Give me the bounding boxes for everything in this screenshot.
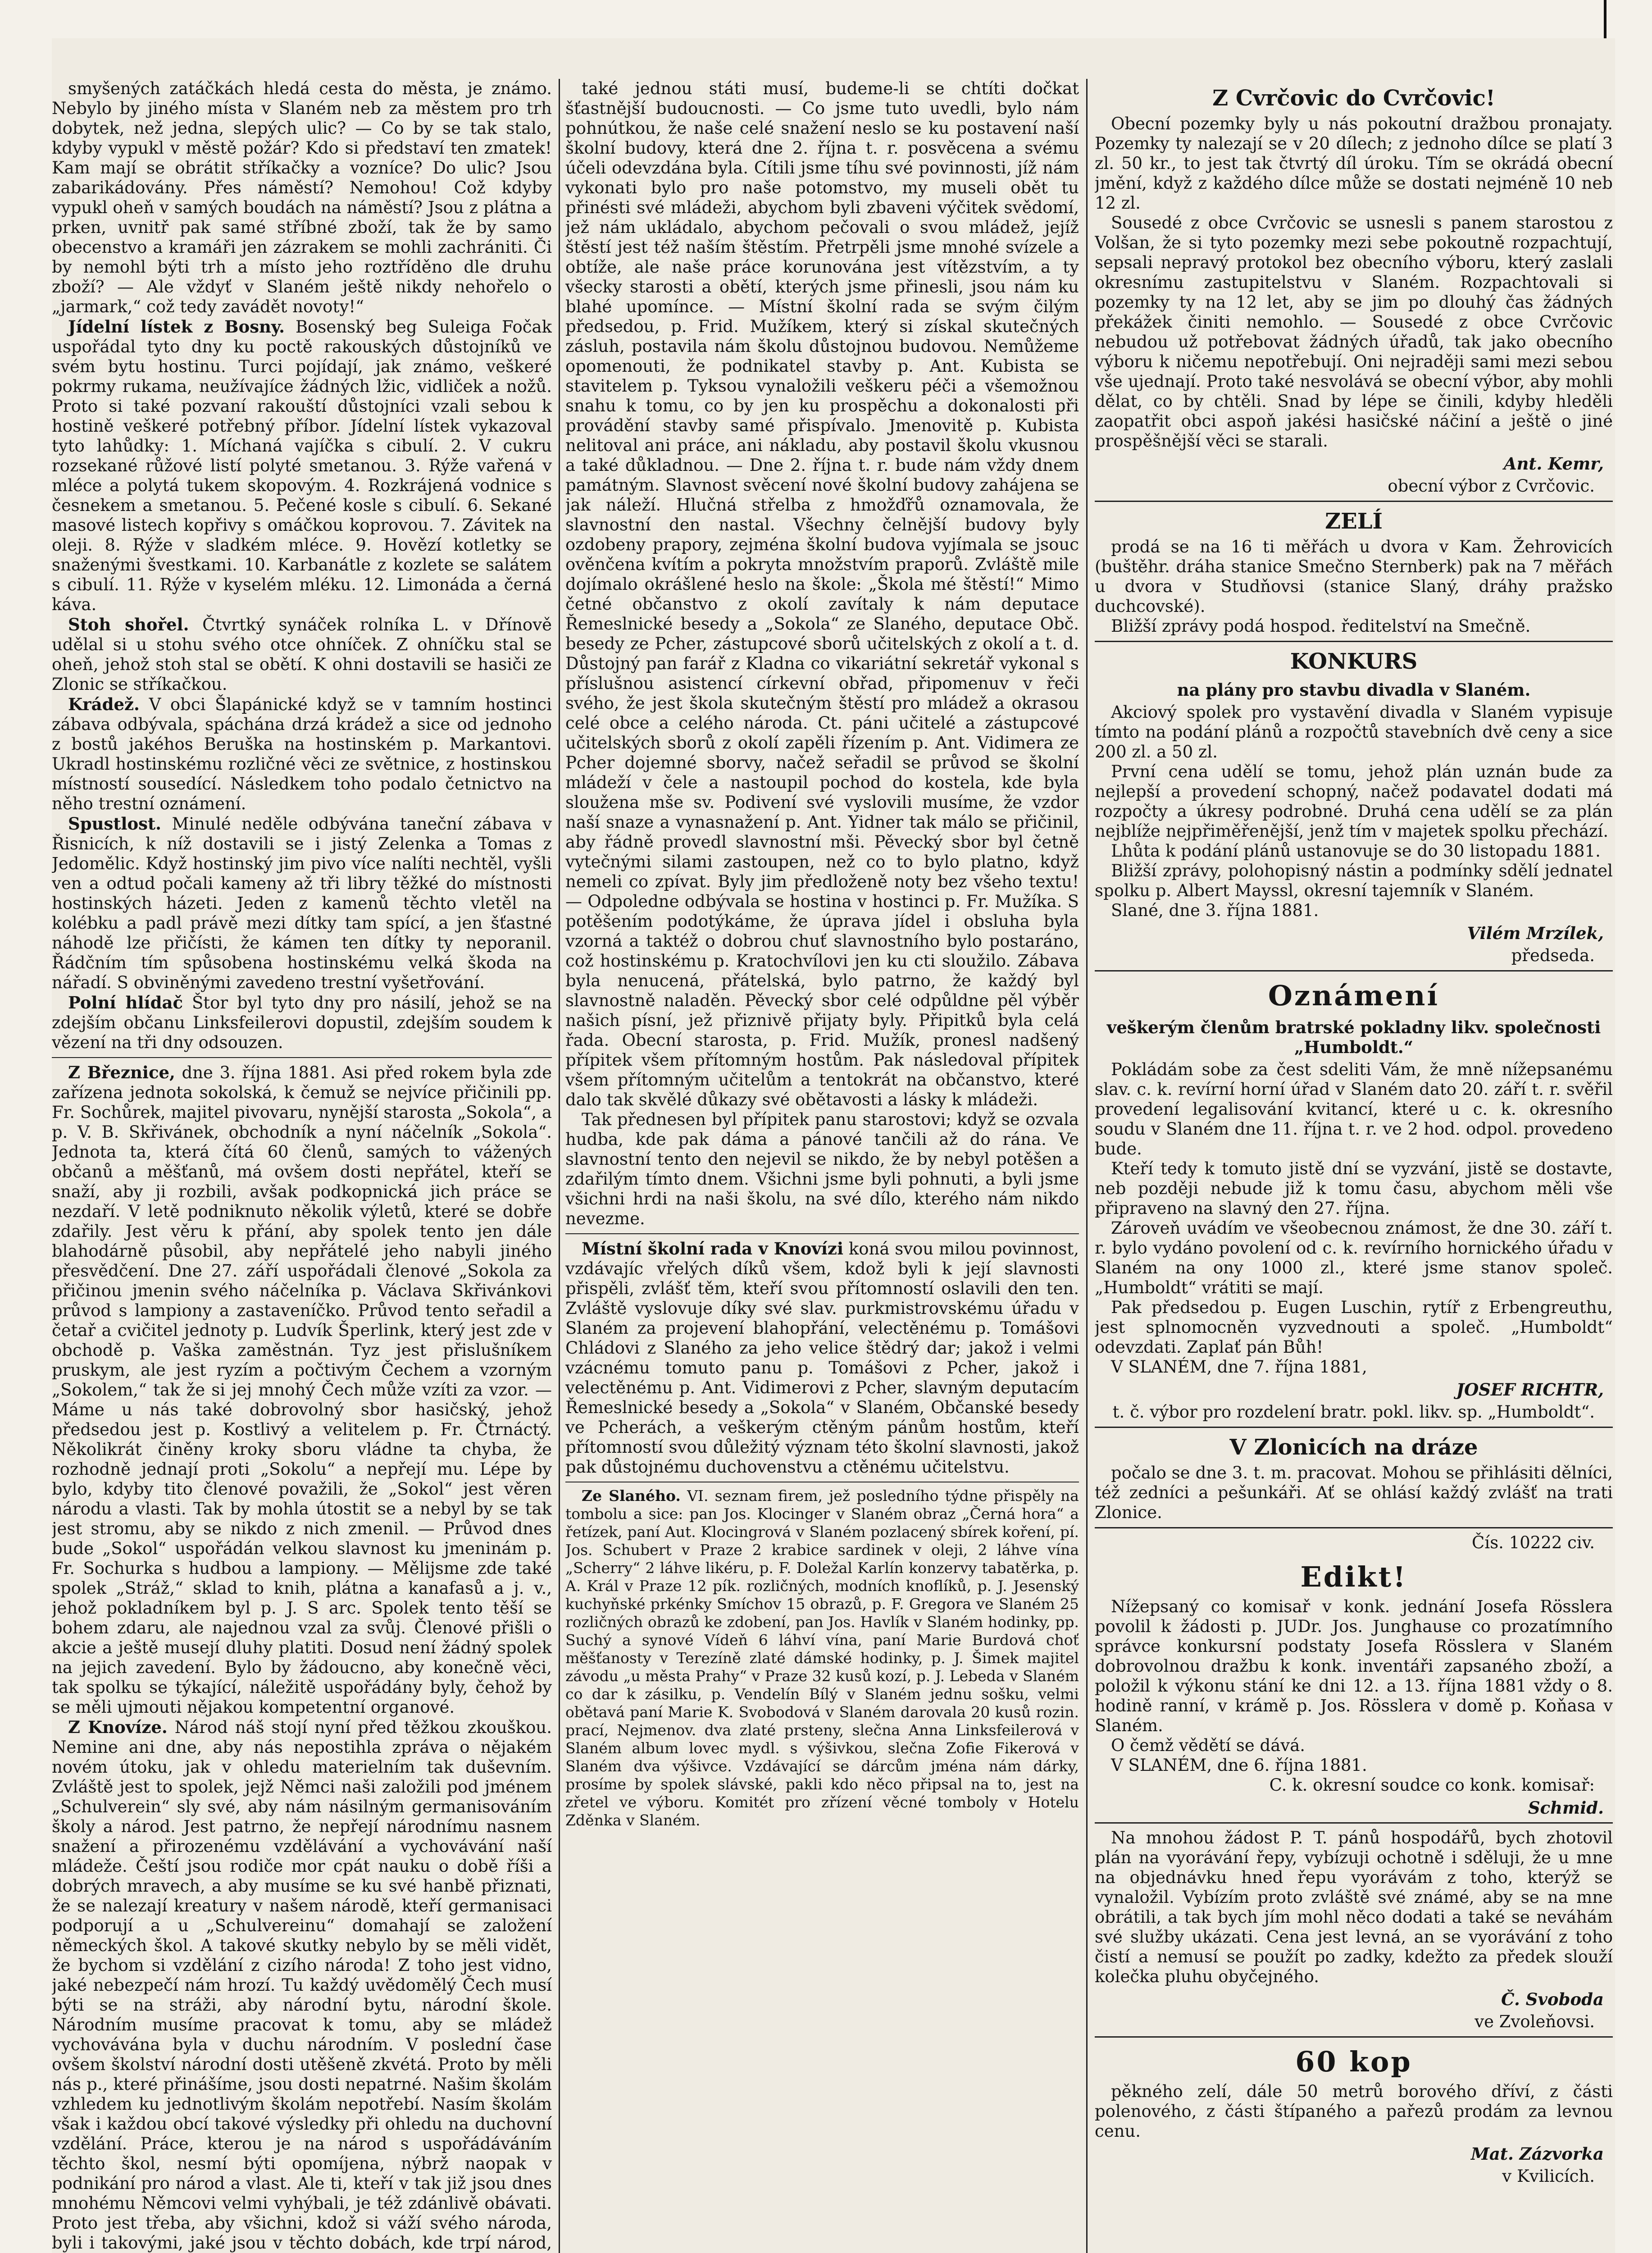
- column-right: [1095, 79, 1613, 2253]
- signature-title: t. č. výbor pro rozdelení bratr. pokl. likv. sp. „Humboldt“.: [1112, 1402, 1595, 1422]
- signature: Mat. Zázvorka: [1470, 2144, 1604, 2164]
- ad-heading: 60 kop: [1295, 2045, 1412, 2078]
- newspaper-page: [52, 38, 1615, 2253]
- article-paragraph: Polní hlídač Štor byl tyto dny pro násilí, jehož se na zdejším občanu Linksfeilerovi dopustil, zdejším soudem k vězení na tři dny odsouzen.: [52, 993, 552, 1052]
- ad-heading: KONKURS: [1290, 649, 1418, 674]
- article-heading: Stoh shořel.: [68, 615, 189, 634]
- article-heading: Krádež.: [68, 694, 140, 714]
- signature-title: obecní výbor z Cvrčovic.: [1388, 476, 1595, 496]
- article-paragraph: Krádež. V obci Šlapánické když se v tamním hostinci zábava odbývala, spáchána drzá krádež a sice od jednoho z bostů jakéhos Beruška na hostinském p. Markantovi. Ukradl hostinskému rozličné věci ze světnice, z hostinskou místností sousedící. Následkem toho podalo četnictvo na něho trestní oznámení.: [52, 694, 552, 813]
- column-divider: [1086, 79, 1088, 2253]
- ad-subheading: veškerým členům bratrské pokladny likv. společnosti „Humboldt.“: [1106, 1017, 1601, 1057]
- column-middle: [565, 79, 1079, 2253]
- column-left: [52, 79, 552, 2253]
- signature: Č. Svoboda: [1501, 1989, 1604, 2009]
- article-paragraph: Místní školní rada v Knovízi koná svou milou povinnost, vzdávajíc vřelých díků všem, kdož byli k její slavnosti přispěli, zvlášť těm, kteří svou přítomností oslavili den ten. Zvláště vyslovuje díky své slav. purkmistrovskému úřadu v Slaném za projevení blahopřání, velectěnému p. Tomášovi Chládovi z Slaného za jeho velice štědrý dar; jakož i velmi vzácnému tomuto panu p. Tomášovi z Pcher, jakož i velectěnému p. Ant. Vidimerovi z Pcher, slavným deputacím Řemeslnické besedy a „Sokola“ v Slaném, Občanské besedy ve Pcherách, a veškerým ctěným pánům hostům, kteří přítomností svou důležitý význam této školní slavnosti, jakož pak důstojnému duchovenstvu a ctěnému učitelstvu.: [565, 1239, 1079, 1477]
- ad-paragraph: Nížepsaný co komisař v konk. jednání Josefa Rösslera povolil k žádosti p. JUDr. Jos. Junghause co prozatímního správce konkursní podstaty Josefa Rösslera v Slaném dobrovolnou dražbu k konk. inventáři zapsaného zboží, a položil k výkonu stání ke dni 12. a 13. října 1881 vždy o 8. hodině ranní, v krámě p. Jos. Rösslera v domě p. Koňasa v Slaném.: [1095, 1597, 1613, 1735]
- article-paragraph: také jednou státi musí, budeme-li se chtíti dočkat šťastnější budoucnosti. — Co jsme tuto uvedli, bylo nám pohnútkou, že naše celé snažení neslo se ku postavení naší školní budovy, která dne 2. října t. r. posvěcena a svému účeli odevzdána byla. Cítili jsme tíhu své povinnosti, jíž nám vykonati bylo pro naše potomstvo, my museli obět tu přinésti své mládeži, abychom byli zbaveni výčitek svědomí, jež nám ukládalo, abychom pečovali o svou mládež, jejíž štěstí jest též naším štěstím. Přetrpěli jsme mnohé svízele a obtíže, ale naše práce korunována jest vítězstvím, a ty všecky starosti a obětí, kterých jsme přinesli, jsou nám ku blahé upomínce. — Místní školní rada se svým čilým předsedou, p. Frid. Mužíkem, který si získal skutečných zásluh, postavila nám školu důstojnou budovou. Nemůžeme opomenouti, že podnikatel stavby p. Ant. Kubista se stavitelem p. Tyksou vynaložili veškeru péči a všemožnou snahu k tomu, co by jen ku prospěchu a dokonalosti při provádění stavby samé přispívalo. Jmenovitě p. Kubista nelitoval ani práce, ani nákladu, aby postavil školu vkusnou a také důkladnou. — Dne 2. října t. r. bude nám vždy dnem památným. Slavnost svěcení nové školní budovy zahájena se jak náleží. Hlučná střelba z hmožďřů oznamovala, že slavnostní den nastal. Všechny čelnější budovy byly ozdobeny prapory, zejména školní budova vyjímala se jsouc ověnčena kvítím a pokryta množstvím praporů. Zvláště mile dojímalo okrášlené heslo na škole: „Škola mé štěstí!“ Mimo četné občanstvo z okolí zavítaly k nám deputace Řemeslnické besedy a „Sokola“ ze Slaného, deputace Obč. besedy ze Pcher, zástupcové sborů učitelských z okolí a t. d. Důstojný pan farář z Kladna co vikariátní sekretář vykonal s příslušnou asistencí církevní obřad, připomenuv v řeči svého, že jest škola skutečným štěstí pro mládež a okrasou celé obce a celého národa. Ct. páni učitelé a zástupcové učitelských sborů z okolí zapěli řízením p. Ant. Vidimera ze Pcher dojemné sborvy, načež seřadil se průvod se školní mládeží v čele a nastoupil pochod do kostela, kde byla sloužena mše sv. Podivení své vyslovili musíme, že vzdor naší snaze a vynasnažení p. Ant. Yidner tak málo se přičinil, aby řádně provedl slavnostní mši. Pěvecký sbor byl četně vytečnými silami zastoupen, než co to bylo platno, když nemeli co zpívat. Byly jim předloženě noty bez všeho textu! — Odpoledne odbývala se hostina v hostinci p. Fr. Mužíka. S potěšením podotýkáme, že úprava jídel i obsluha byla vzorná a taktéž o dobrou chuť slavnostního bylo postaráno, což hostinskému p. Kratochvílovi jen ku cti sloužilo. Zábava byla nenucená, přátelská, bylo patrno, že každý byl slavnostně naladěn. Pěvecký sbor celé odpůldne pěl výběr našich písní, jež přiznivě přijaty byly. Připitků byla celá řada. Obecní starosta, p. Frid. Mužík, pronesl nadšený přípitek všem přítomným hostům. Pak následoval přípitek všem přítomným učitelům a tentokrát na občanstvo, které dalo tak skvělé důkazy své obětavosti a lásky k mládeži.: [565, 79, 1079, 1109]
- ad-paragraph: První cena udělí se tomu, jehož plán uznán bude za nejlepší a provedení schopný, načež podavatel dodati má rozpočty a úkresy podrobné. Druhá cena udělí se za plán nejblíže nejpřiměřenější, jenž tím v majetek spolku přechází.: [1095, 762, 1613, 841]
- signature: Schmid.: [1528, 1798, 1604, 1818]
- article-paragraph: Tak přednesen byl přípitek panu starostovi; když se ozvala hudba, kde pak dáma a pánové tančili až do rána. Ve slavnostní tento den nejevil se nikdo, že by nebyl potěšen a zdařilým tímto dnem. Všichni jsme byli pohnuti, a byli jsme všichni hrdi na naši školu, na své dílo, kterého nám nikdo nevezme.: [565, 1110, 1079, 1228]
- document-number: Čís. 10222 civ.: [1472, 1533, 1595, 1552]
- separator: [1095, 1527, 1613, 1528]
- ad-heading: V Zlonicích na dráze: [1229, 1435, 1478, 1460]
- ad-subheading: na plány pro stavbu divadla v Slaném.: [1177, 680, 1531, 700]
- separator: [1095, 1427, 1613, 1428]
- signature-title: C. k. okresní soudce co konk. komisař:: [1269, 1775, 1595, 1795]
- signature: JOSEF RICHTR,: [1456, 1380, 1604, 1400]
- ad-heading: Oznámení: [1268, 979, 1440, 1012]
- signature-title: ve Zvoleňovsi.: [1475, 2012, 1595, 2031]
- ad-paragraph: Slané, dne 3. října 1881.: [1111, 901, 1319, 920]
- notice-paragraph: Sousedé z obce Cvrčovic se usnesli s panem starostou z Volšan, že si tyto pozemky mezi sebe pokoutně rozpachtují, sepsali nepravý protokol bez obecního výboru, který zaslali okresnímu zastupitelstvu v Slaném. Rozpachtovali si pozemky ty na 12 let, aby se jim po dlouhý čas žádných překážek činiti nemohlo. — Sousedé z obce Cvrčovic nebudou už potřebovat žádných úřadů, tak jako obecního výboru k ničemu nepotřebují. Oni nejraději sami mezi sebou vše ujednají. Proto také nesvolává se obecní výbor, aby mohli dělat, co by chtěli. Snad by lépe se činili, kdyby hleděli zaopatřit obci aspoň jakési hasičské náčiní a ještě o jiné prospěšnější věci se starali.: [1095, 213, 1613, 451]
- article-heading: Polní hlídač: [68, 993, 183, 1012]
- article-heading: Z Březnice,: [68, 1063, 175, 1082]
- ad-paragraph: Kteří tedy k tomuto jistě dní se vyzvání, jistě se dostavte, neb později nebude již k tomu času, abychom měli vše připraveno na slavný den 27. října.: [1095, 1159, 1613, 1218]
- article-paragraph: Z Knovíze. Národ náš stojí nyní před těžkou zkouškou. Nemine ani dne, aby nás nepostihla zpráva o nějakém novém útoku, jak v ohledu materielním tak duševním. Zvláště jest to spolek, jejž Němci naši založili pod jménem „Schulverein“ sly své, aby nám násilným germanisováním školy a národ. Jest patrno, že nepřejí národnímu nasnem snažení a přirozenému vzdělávání a vychovávání naší mládeže. Čeští jsou rodiče mor cpát nauku o době říši a dobrých mravech, a aby musíme se ku své hanbě přiznati, že se nalezají kreatury v našem národě, kteří germanisaci podporují a u „Schulvereinu“ domahají se založení německých škol. A takové skutky nebylo by se měli vidět, že bychom si vzdělání z cizího národa! Z toho jest vidno, jaké nebezpečí nám hrozí. Tu každý uvědomělý Čech musí býti se na stráži, aby národní bytu, národní škole. Národním musíme pracovat k tomu, aby se mládež vychovávána byla v duchu národním. V poslední čase ovšem školství národní dosti utěšeně zkvétá. Proto by měli nás p., které přinášíme, jsou dosti nepatrné. Našim školám vzhledem ku jednotlivým školám nepotřebí. Nasím školám však i každou obcí takové výsledky při ohledu na duchovní vzdělání. Práce, kterou je na národ s uspořádáváním těchto škol, nesmí býti opomíjena, nýbrž naopak v podnikání pro národ a vlast. Ale ti, kteří v tak již jsou dnes mnohému Němcovi velmi vyhýbali, je též zdánlivě obávati. Proto jest třeba, aby všichni, kdož si váží svého národa, byli i takovými, jaké jsou v těchto dobách, kde trpí národ,: [52, 1717, 552, 2253]
- separator: [565, 1233, 1079, 1234]
- separator: [1095, 970, 1613, 971]
- ad-paragraph: prodá se na 16 ti měřách u dvora v Kam. Žehrovicích (buštěhr. dráha stanice Smečno Sternberk) pak na 7 měřách u dvora v Studňovsi (stanice Slaný, dráhy pražsko duchcovské).: [1095, 537, 1613, 616]
- ad-paragraph: V SLANÉM, dne 6. října 1881.: [1111, 1756, 1367, 1775]
- article-paragraph: Spustlost. Minulé neděle odbývána taneční zábava v Řisnicích, k níž dostavili se i jistý Zelenka a Tomas z Jedomělic. Když hostinský jim pivo více nalíti nechtěl, vyšli ven a odtud počali kameny až tři libry těžké do místnosti hostinských házeti. Jeden z kamenů těchto vletěl na kolébku a padl právě mezi dítky tam spící, a jen šťastné náhodě lze přičísti, že kámen ten dítky ty neporanil. Řádčním tím spůsobena hostinskému velká škoda na nářadí. S obviněnými zavedeno trestní vyšetřování.: [52, 814, 552, 992]
- signature-title: v Kvilicích.: [1502, 2166, 1595, 2186]
- signature-title: předseda.: [1511, 946, 1595, 965]
- ad-paragraph: Zároveň uvádím ve všeobecnou známost, že dne 30. září t. r. bylo vydáno povolení od c. k. revírního hornického úřadu v Slaném na ony 1000 zl., které jsme stanov společ. „Humboldt“ vrátiti se mají.: [1095, 1218, 1613, 1297]
- signature: Ant. Kemr,: [1503, 454, 1604, 474]
- ad-paragraph: Lhůta k podání plánů ustanovuje se do 30 listopadu 1881.: [1111, 841, 1601, 861]
- article-heading: Ze Slaného.: [582, 1487, 681, 1505]
- article-paragraph: Stoh shořel. Čtvrtký synáček rolníka L. v Dřínově udělal si u stohu svého otce ohníček. Z ohníčku stal se oheň, jehož stoh stal se obětí. K ohni dostavili se hasiči ze Zlonic se stříkačkou.: [52, 615, 552, 694]
- ad-paragraph: Bližší zprávy, polohopisný nástin a podmínky sdělí jednatel spolku p. Albert Mayssl, okresní tajemník v Slaném.: [1095, 861, 1613, 900]
- ad-paragraph: V SLANÉM, dne 7. října 1881,: [1111, 1357, 1367, 1377]
- ad-paragraph: O čemž vědětí se dává.: [1111, 1736, 1306, 1755]
- article-paragraph: smyšených zatáčkách hledá cesta do města, je známo. Nebylo by jiného místa v Slaném neb za městem pro trh dobytek, než jedna, slepých ulic? — Co by se tak stalo, kdyby vypukl v městě požár? Kdo si představí ten zmatek! Kam mají se obrátit stříkačky a vozníce? Do ulic? Jsou zabarikádovány. Přes náměstí? Nemohou! Což kdyby vypukl oheň v samých boudách na náměstí? Jsou z plátna a prken, uvnitř pak samé stříbné zboží, tak že by samo obecenstvo a kramáři jen zázrakem se mohli zachrániti. Či by nemohl býti trh a místo jeho roztříděno dle druhu zboží? — Ale vždyť v Slaném ještě nikdy nehořelo o „jarmark,“ což tedy zavádět novoty!“: [52, 79, 552, 316]
- separator: [1095, 641, 1613, 642]
- separator: [1095, 1822, 1613, 1824]
- ad-paragraph: Na mnohou žádost P. T. pánů hospodářů, bych zhotovil plán na vyorávání řepy, vybízuji ochotně i sděluji, že u mne na objednávku hned řepu vyorávám z toho, kterýž se vynaložil. Vybízím proto zvláště své známé, aby se na mne obrátili, a tak bych jím mohl něco dodati a také se neváhám své služby ukázati. Cena jest levná, an se vyorávání z toho čistí a nemusí se použít po zadky, kdežto za předek slouží kolečka pluhu obyčejného.: [1095, 1828, 1613, 1986]
- separator: [1095, 2036, 1613, 2038]
- ad-paragraph: počalo se dne 3. t. m. pracovat. Mohou se přihlásiti dělníci, též zedníci a pešunkáři. Ať se ohlásí každý zvlášť na trati Zlonice.: [1095, 1463, 1613, 1522]
- ad-heading: ZELÍ: [1325, 509, 1383, 534]
- separator: [52, 1057, 552, 1058]
- article-heading: Spustlost.: [68, 814, 161, 834]
- separator: [1095, 501, 1613, 502]
- ad-paragraph: pěkného zelí, dále 50 metrů borového dříví, z části polenového, z části štípaného a pařezů prodám za levnou cenu.: [1095, 2082, 1613, 2141]
- ad-heading: Edikt!: [1300, 1560, 1407, 1593]
- ad-paragraph: Bližší zprávy podá hospod. ředitelství na Smečně.: [1111, 616, 1531, 636]
- article-heading: Jídelní lístek z Bosny.: [68, 317, 285, 337]
- ad-paragraph: Pokládám sobe za čest sdeliti Vám, že mně nížepsanému slav. c. k. revírní horní úřad v Slaném dato 20. září t. r. svěřil provedení legalisování kvitancí, které u c. k. okresního soudu v Slaném dne 11. října t. r. ve 2 hod. odpol. provedeno bude.: [1095, 1060, 1613, 1158]
- signature: Vilém Mrzílek,: [1467, 923, 1604, 943]
- article-paragraph: Z Březnice, dne 3. října 1881. Asi před rokem byla zde zařízena jednota sokolská, k čemuž se nejvíce přičinili pp. Fr. Sochůrek, majitel pivovaru, nynější starosta „Sokola“, a p. V. B. Skřivánek, obchodník a nyní náčelník „Sokola“. Jednota ta, která čítá 60 členů, samých to vážených občanů a měšťanů, má ovšem dosti nepřátel, kteří se snaží, aby ji rozbili, avšak podkopnická jich práce se nezdaří. V letě podniknuto několik výletů, které se dobře zdařily. Jest věru k přání, aby spolek tento jen dále blahodárně působil, aby nepřátelé jeho nabyli jiného přesvědčení. Dne 27. září uspořádali členové „Sokola za přičinou jmenin svého náčelníka p. Václava Skřivánkovi průvod s lampiony a zastaveníčko. Průvod tento seřadil a četař a cvičitel jednoty p. Ludvík Šperlink, který jest zde v obchodě p. Vaška zaměstnán. Tyz jest přislušníkem pruskym, ale jest ryzím a počtivým Čechem a vzorným „Sokolem,“ tak že si jej mnohý Čech může vzíti za vzor. — Máme u nás také dobrovolný sbor hasičský, jehož předsedou jest p. Kostlivý a velitelem p. Fr. Čtrnáctý. Několikrát činěny kroky sboru vládne ta chyba, že rozhodně jednají proti „Sokolu“ a nepřejí mu. Lépe by bylo, kdyby tito členové považili, že „Sokol“ jest věren národu a vlasti. Tak by mohla útostit se a nebyl by se tak jest stromu, aby se nikdo z nich zmenil. — Průvod dnes bude „Sokol“ uspořádán velkou slavnost ku jmeninám p. Fr. Sochurka s hudbou a lampiony. — Mělijsme zde také spolek „Stráž,“ sklad to knih, plátna a kanafasů a j. v., jehož pokladníkem byl p. J. S arc. Spolek tento těší se bohem zdaru, ale najednou vzal za svůj. Členové přišli o akcie a ještě musejí dluhy platiti. Dosud není žádný spolek na jejich zavedení. Bylo by žádoucno, aby konečně věci, tak spolku se týkající, náležitě uspořádány byly, čehož by se měli ujmouti nějakou kompetentní organové.: [52, 1063, 552, 1717]
- article-heading: Místní školní rada v Knovízi: [582, 1239, 843, 1259]
- ad-paragraph: Akciový spolek pro vystavění divadla v Slaném vypisuje tímto na podání plánů a rozpočtů stavebních dvě ceny a sice 200 zl. a 50 zl.: [1095, 702, 1613, 762]
- ad-paragraph: Pak předsedou p. Eugen Luschin, rytíř z Erbengreuthu, jest splnomocněn vyzvednouti a společ. „Humboldt“ odevzdati. Zaplať pán Bůh!: [1095, 1298, 1613, 1357]
- article-heading: Z Knovíze.: [68, 1717, 168, 1737]
- column-divider: [559, 79, 560, 2253]
- article-paragraph: Jídelní lístek z Bosny. Bosenský beg Suleiga Fočak uspořádal tyto dny ku poctě rakouských důstojníků ve svém bytu hostinu. Turci pojídají, jak známo, veškeré pokrmy rukama, neužívajíce žádných lžic, vidliček a nožů. Proto si také pozvaní rakouští důstojníci vzali sebou k hostině veškeré potřebný příbor. Jídelní lístek vykazoval tyto lahůdky: 1. Míchaná vajíčka s cibulí. 2. V cukru rozsekané růžové listí polyté smetanou. 3. Rýže vařená v mléce a polytá tukem skopovým. 4. Rozkrájená vodnice s česnekem a smetanou. 5. Pečené kosle s cibulí. 6. Sekané masové listech kopřivy s omáčkou koprovou. 7. Závitek na oleji. 8. Rýže v sladkém mléce. 9. Hovězí kotletky se snaženými švestkami. 10. Karbanátle z kozlete se salátem s cibulí. 11. Rýže v kyselém mléku. 12. Limonáda a černá káva.: [52, 317, 552, 614]
- notice-paragraph: Obecní pozemky byly u nás pokoutní dražbou pronajaty. Pozemky ty nalezají se v 20 dílech; z jednoho dílce se platí 3 zl. 50 kr., to jest tak čtvrtý díl úroku. Tím se okrádá obecní jmění, když z každého dílce může se dostati nejméně 10 neb 12 zl.: [1095, 114, 1613, 213]
- notice-heading: Z Cvrčovic do Cvrčovic!: [1212, 86, 1495, 111]
- article-paragraph: Ze Slaného. VI. seznam firem, jež posledního týdne přispěly na tombolu a sice: pan Jos. Klocinger v Slaném obraz „Černá hora“ a řetízek, paní Aut. Klocingrová v Slaném pozlacený sbírek koření, pí. Jos. Schubert v Praze 2 krabice sardinek v oleji, 2 láhve vína „Scherry“ 2 láhve likéru, p. F. Doležal Karlín konzervy tabatěrka, p. A. Král v Praze 12 pík. rozličných, modních knoflíků, p. J. Jesenský kuchyňské prkénky Smíchov 15 obrazů, p. F. Gregora ve Slaném 25 rozličných obrazů ke zdobení, pan Jos. Havlík v Slaném hodinky, pp. Suchý a synové Vídeň 6 láhví vína, paní Marie Burdová choť měšťanosty v Terezíně zlaté dámské hodinky, p. J. Šimek majitel závodu „u města Prahy“ v Praze 32 kusů kozí, p. J. Lebeda v Slaném co dar k zásilku, p. Vendelín Bílý v Slaném jednu sošku, velmi obětavá paní Marie K. Svobodová v Slaném darovala 20 kusů rozin. prací, Nejmenov. dva zlaté prsteny, slečna Anna Linksfeilerová v Slaném album lovec mydl. s výšivkou, slečna Zofie Fikerová v Slaném dva výšivce. Vzdávající se dárcům jména nám dárky, prosíme by spolek slávské, pakli kdo něco připsal na to, jest na zřetel ve výboru. Komitét pro zřízení věcné tomboly v Hotelu Zděnka v Slaném.: [565, 1487, 1079, 1829]
